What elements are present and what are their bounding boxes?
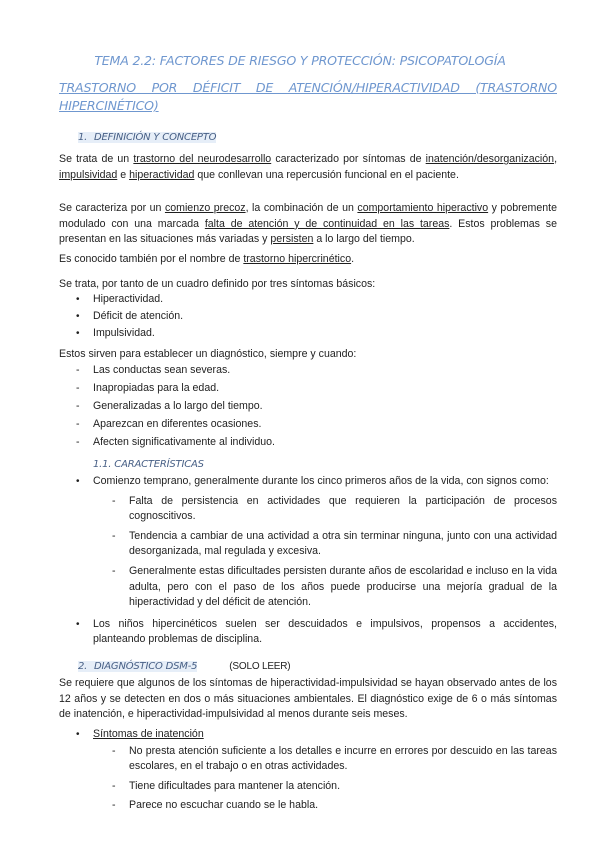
topic-heading-line2: HIPERCINÉTICO) [59,98,159,113]
list-item: - Las conductas sean severas. [93,363,553,381]
list-item: • Déficit de atención. [93,309,553,326]
section-2-number: 2. [78,661,88,672]
list-item: - No presta atención suficiente a los detalles e incurre en errores por descuido en las tareas escolares, en el trabajo o en otras actividades. [129,744,557,775]
document-title: TEMA 2.2: FACTORES DE RIESGO Y PROTECCIÓN: PSICOPATOLOGÍA [94,53,506,68]
section-2-title: DIAGNÓSTICO DSM-5 [94,661,198,672]
list-item: • Impulsividad. [93,326,553,343]
list-item: - Parece no escuchar cuando se le habla. [129,798,557,814]
early-signs-list [129,494,557,611]
definition-paragraph-3: Es conocido también por el nombre de trastorno hipercrinético. [59,253,355,265]
list-item: - Afecten significativamente al individuo. [93,435,553,453]
list-item: - Falta de persistencia en actividades que requieren la participación de procesos cognoscitivos. [129,494,557,525]
list-item: • Comienzo temprano, generalmente durante los cinco primeros años de la vida, con signos como: - Falta de persistencia en actividades que requieren la participación de procesos cognoscitivos. - Tendencia a cambiar de una actividad a otra sin terminar ninguna, junto con una actividad desorganizada, mal regulada y excesiva. - Generalmente estas dificultades persisten durante años de escolaridad e incluso en la vida adulta, pero con el paso de los años puede producirse una mejoría gradual de la hiperactividad y del déficit de atención. [93,474,557,611]
list-item: • Los niños hipercinéticos suelen ser descuidados e impulsivos, propensos a accidentes, planteando problemas de disciplina. [93,617,557,648]
section-1-number: 1. [78,132,88,143]
read-only-note: (SOLO LEER) [229,661,291,672]
symptoms-intro: Se trata, por tanto de un cuadro definido por tres síntomas básicos: [59,278,376,290]
list-item [93,727,557,814]
definition-paragraph-1: Se trata de un trastorno del neurodesarrollo caracterizado por síntomas de inatención/desorganización, impulsividad e hiperactividad que conllevan una repercusión funcional en el paciente. [59,153,558,181]
list-item: - Generalmente estas dificultades persisten durante años de escolaridad e incluso en la vida adulta, pero con el paso de los años puede producirse una mejoría gradual de la hiperactividad y del déficit de atención. [129,564,557,611]
diagnosis-paragraph: Se requiere que algunos de los síntomas de hiperactividad-impulsividad se hayan observado antes de los 12 años y se detecten en dos o más situaciones ambientales. El diagnóstico exige de 6 o más síntomas de inatención, e hiperactividad-impulsividad al menos durante seis meses. [59,677,557,721]
inattention-title: Síntomas de inatención [93,728,204,740]
section-1-title: DEFINICIÓN Y CONCEPTO [94,132,217,143]
section-1-heading [78,131,216,145]
subsection-1-1-number: 1.1. [93,459,112,470]
list-item: - Tendencia a cambiar de una actividad a otra sin terminar ninguna, junto con una actividad desorganizada, mal regulada y excesiva. [129,529,557,560]
conditions-list [93,363,553,453]
list-item: • Hiperactividad. [93,292,553,309]
inattention-symptoms-list [129,744,557,814]
subsection-1-1-heading [93,458,204,472]
list-item: - Tiene dificultades para mantener la atención. [129,779,557,795]
characteristics-list [93,474,557,648]
list-item: - Aparezcan en diferentes ocasiones. [93,417,553,435]
definition-paragraph-2: Se caracteriza por un comienzo precoz, la combinación de un comportamiento hiperactivo y pobremente modulado con una marcada falta de atención y de continuidad en las tareas. Estos problemas se presentan en las situaciones más variadas y persisten a lo largo del tiempo. [59,202,557,246]
topic-heading-line1: TRASTORNO POR DÉFICIT DE ATENCIÓN/HIPERACTIVIDAD (TRASTORNO [59,80,557,95]
diagnosis-list [93,727,557,814]
conditions-intro: Estos sirven para establecer un diagnóstico, siempre y cuando: [59,348,357,360]
basic-symptoms-list [93,292,553,343]
subsection-1-1-title: CARACTERÍSTICAS [114,459,204,470]
list-item: - Inapropiadas para la edad. [93,381,553,399]
section-2-heading [78,660,290,674]
list-item: - Generalizadas a lo largo del tiempo. [93,399,553,417]
